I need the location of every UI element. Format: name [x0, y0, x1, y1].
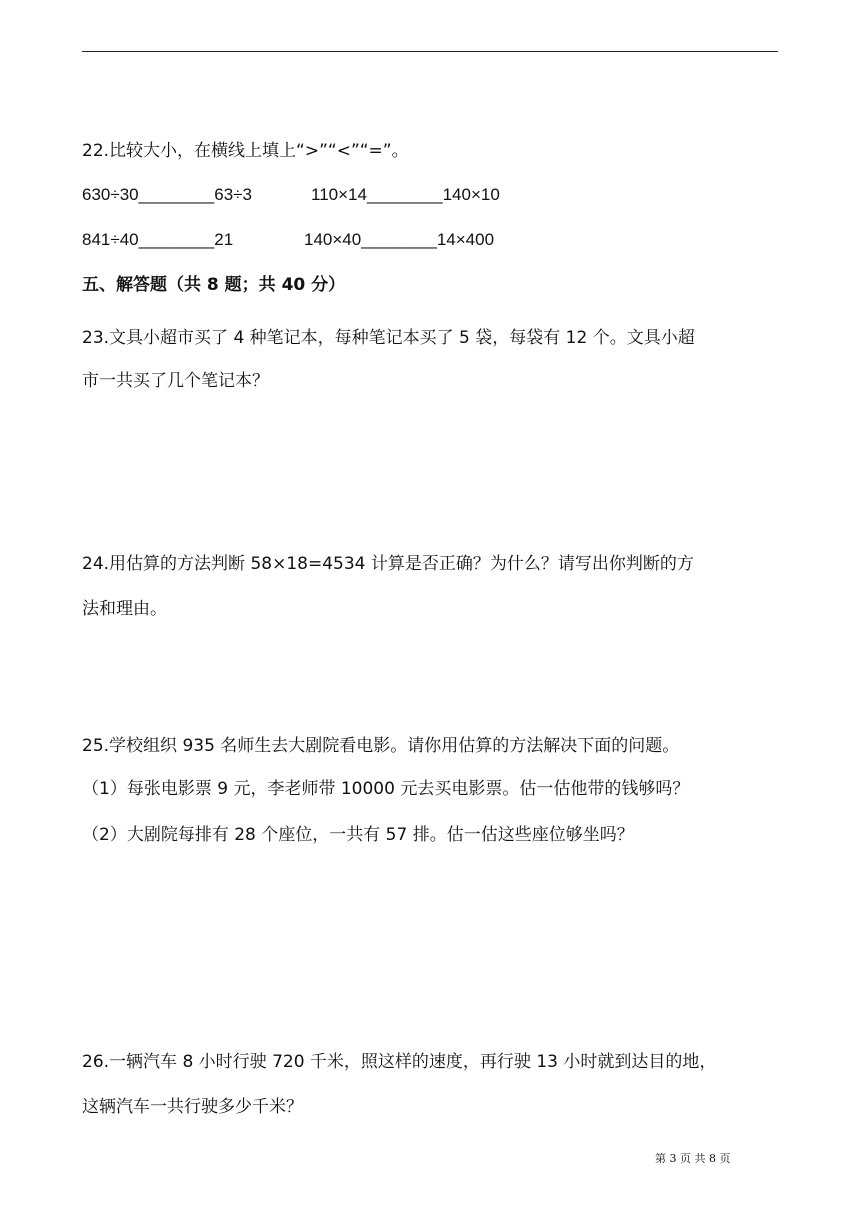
question-23-line-1: 23.文具小超市买了 4 种笔记本，每种笔记本买了 5 袋，每袋有 12 个。文具小超	[82, 328, 695, 348]
question-22-prompt: 22.比较大小，在横线上填上“>”“<”“=”。	[82, 141, 409, 161]
question-25-line-1: 25.学校组织 935 名师生去大剧院看电影。请你用估算的方法解决下面的问题。	[82, 736, 680, 756]
question-24-line-2: 法和理由。	[82, 599, 167, 619]
section-heading: 五、解答题（共 8 题；共 40 分）	[82, 275, 346, 295]
question-24-line-1: 24.用估算的方法判断 58×18=4534 计算是否正确？为什么？请写出你判断的方	[82, 554, 694, 574]
question-25-sub-1: （1）每张电影票 9 元，李老师带 10000 元去买电影票。估一估他带的钱够吗？	[82, 779, 690, 799]
comparison-item-2: 110×14________140×10	[311, 185, 500, 204]
header-rule	[82, 51, 778, 52]
comparison-item-3: 841÷40________21	[82, 230, 234, 249]
comparison-item-1: 630÷30________63÷3	[82, 185, 252, 204]
question-23-line-2: 市一共买了几个笔记本？	[82, 371, 269, 391]
page-number: 第 3 页 共 8 页	[655, 1152, 731, 1165]
question-25-sub-2: （2）大剧院每排有 28 个座位，一共有 57 排。估一估这些座位够坐吗？	[82, 825, 634, 845]
question-26-line-2: 这辆汽车一共行驶多少千米？	[82, 1097, 303, 1117]
question-26-line-1: 26.一辆汽车 8 小时行驶 720 千米，照这样的速度，再行驶 13 小时就到达目的地，	[82, 1052, 717, 1072]
comparison-item-4: 140×40________14×400	[304, 230, 495, 249]
